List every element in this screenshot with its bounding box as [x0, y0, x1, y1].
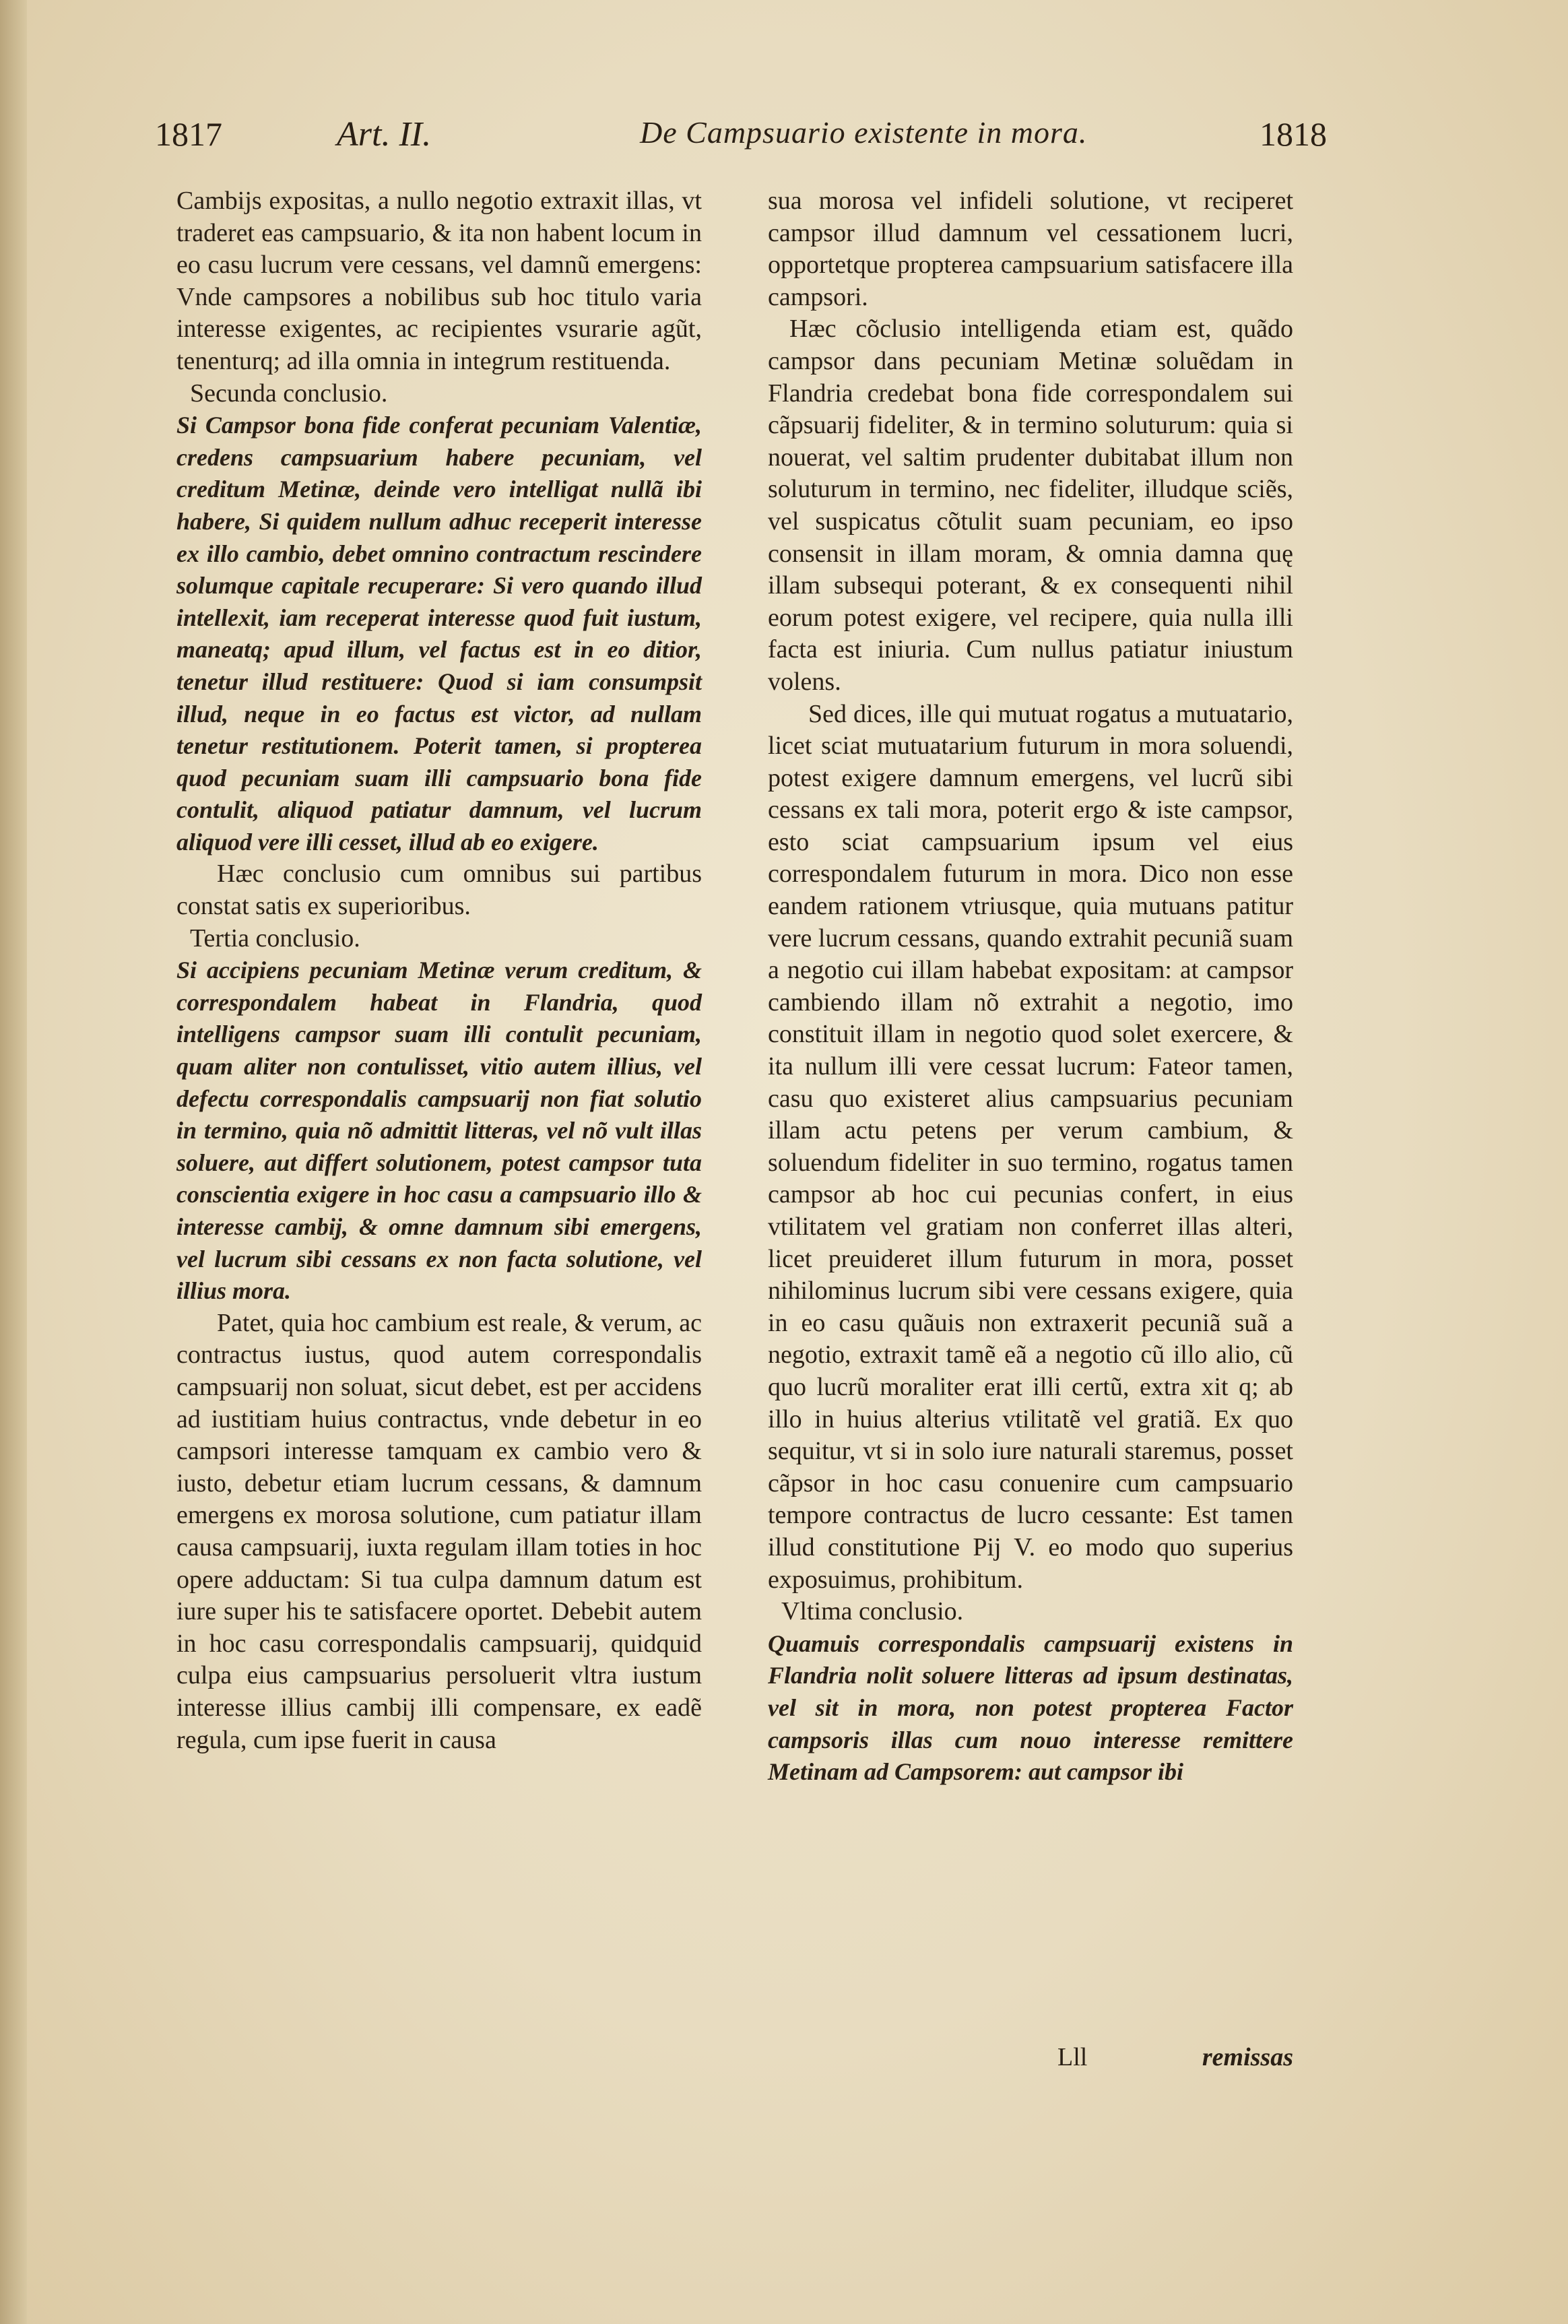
section-heading: Vltima conclusio.: [781, 1597, 964, 1626]
paragraph: Patet, quia hoc cambium est reale, & verum, ac contractus iustus, quod autem correspondalis campsuarij non soluat, sicut debet, est per accidens ad iustitiam huius contractus, vnde debetur in eo campsori interesse tamquam ex cambio vero & iusto, debetur etiam lucrum cessans, & damnum emergens ex morosa solutione, cum patiatur illam causa campsuarij, iuxta regulam illam toties in hoc opere adductam: Si tua culpa damnum datum est iure super his te satisfacere oportet. Debebit autem in hoc casu correspondalis campsuarij, quidquid culpa eius campsuarius persoluerit vltra iustum interesse illius cambij illi compensare, ex eadẽ regula, cum ipse fuerit in causa: [176, 1308, 702, 1754]
section-heading: Secunda conclusio.: [190, 379, 388, 408]
conclusion-text: Si accipiens pecuniam Metinæ verum creditum, & correspondalem habeat in Flandria, quod intelligens campsor suam illi contulit pecuniam, quam aliter non contulisset, vitio autem illius, vel defectu correspondalis campsuarij non fiat solutio in termino, quia nõ admittit litteras, vel nõ vult illas soluere, aut differt solutionem, potest campsor tuta conscientia exigere in hoc casu a campsuario illo & interesse cambij, & omne damnum sibi emergens, vel lucrum sibi cessans ex non facta solutione, vel illius mora.: [176, 957, 702, 1305]
page-number-left: 1817: [155, 115, 222, 153]
running-title: De Campsuario existente in mora.: [640, 115, 1088, 150]
running-header: [155, 115, 1327, 175]
left-column: [176, 185, 702, 1756]
binding-gutter: [0, 0, 27, 2324]
paragraph: Sed dices, ille qui mutuat rogatus a mutuatario, licet sciat mutuatarium futurum in mora soluendi, potest exigere damnum emergens, vel lucrũ sibi cessans ex tali mora, poterit ergo & iste campsor, esto sciat campsuarium ipsum vel eius correspondalem futurum in mora. Dico non esse eandem rationem vtriusque, quia mutuans patitur vere lucrum cessans, quando extrahit pecuniã suam a negotio cui illam habebat expositam: at campsor cambiendo illam nõ extrahit a negotio, imo constituit illam in negotio quod solet exercere, & ita nullum illi vere cessat lucrum: Fateor tamen, casu quo existeret alius campsuarius pecuniam illam actu petens per verum cambium, & soluendum fideliter in suo termino, rogatus tamen campsor ab hoc cui pecunias confert, in eius vtilitatem vel gratiam non conferret illas alteri, licet preuideret illum futurum in mora, posset nihilominus lucrum sibi vere cessans exigere, quia in eo casu quãuis non extraxerit pecuniã suã a negotio, extraxit tamẽ eã a negotio cũ illo alio, cũ quo lucrũ moraliter erat illi certũ, extra xit q; ab illo in huius alterius vtilitatẽ vel gratiã. Ex quo sequitur, vt si in solo iure naturali staremus, posset cãpsor in hoc casu conuenire cum campsuario tempore contractus de lucro cessante: Est tamen illud constitutione Pij V. eo modo quo superius exposuimus, prohibitum.: [768, 699, 1293, 1594]
section-heading: Tertia conclusio.: [190, 924, 360, 953]
paragraph: Hæc conclusio cum omnibus sui partibus constat satis ex superioribus.: [176, 860, 702, 921]
paragraph: sua morosa vel infideli solutione, vt reciperet campsor illud damnum vel cessationem lucri, opportetque propterea campsuarium satisfacere illa campsori.: [768, 187, 1293, 311]
signature-mark: Lll: [1057, 2043, 1088, 2071]
conclusion-text: Quamuis correspondalis campsuarij existens in Flandria nolit soluere litteras ad ipsum destinatas, vel sit in mora, non potest propterea Factor campsoris illas cum nouo interesse remittere Metinam ad Campsorem: aut campsor ibi: [768, 1629, 1293, 1786]
catchword: remissas: [1202, 2043, 1293, 2071]
paragraph: Cambijs expositas, a nullo negotio extraxit illas, vt traderet eas campsuario, & ita non habent locum in eo casu lucrum vere cessans, vel damnũ emergens: Vnde campsores a nobilibus sub hoc titulo varia interesse exigentes, ac recipientes vsurarie agũt, tenenturq; ad illa omnia in integrum restituenda.: [176, 187, 702, 375]
article-label: Art. II.: [337, 115, 432, 154]
page-number-right: 1818: [1260, 115, 1327, 153]
conclusion-text: Si Campsor bona fide conferat pecuniam Valentiæ, credens campsuarium habere pecuniam, vel creditum Metinæ, deinde vero intelligat nullã ibi habere, Si quidem nullum adhuc receperit interesse ex illo cambio, debet omnino contractum rescindere solumque capitale recuperare: Si vero quando illud intellexit, iam receperat interesse quod fuit iustum, maneatq; apud illum, vel factus est in eo ditior, tenetur illud restituere: Quod si iam consumpsit illud, neque in eo factus est victor, ad nullam tenetur restitutionem. Poterit tamen, si propterea quod pecuniam suam illi campsuario bona fide contulit, aliquod patiatur damnum, vel lucrum aliquod vere illi cesset, illud ab eo exigere.: [176, 412, 702, 856]
page-footer: [768, 2042, 1293, 2083]
paragraph: Hæc cõclusio intelligenda etiam est, quãdo campsor dans pecuniam Metinæ soluẽdam in Flandria credebat bona fide correspondalem sui cãpsuarij fideliter, & in termino soluturum: quia si nouerat, vel saltim prudenter dubitabat illum non soluturum in termino, nec fideliter, illudque sciẽs, vel suspicatus cõtulit suam pecuniam, eo ipso consensit in illam moram, & omnia damna quę illam subsequi poterant, & ex consequenti nihil eorum potest exigere, vel recipere, quia nulla illi facta est iniuria. Cum nullus patiatur iniustum volens.: [768, 315, 1293, 696]
right-column: [768, 185, 1293, 1788]
